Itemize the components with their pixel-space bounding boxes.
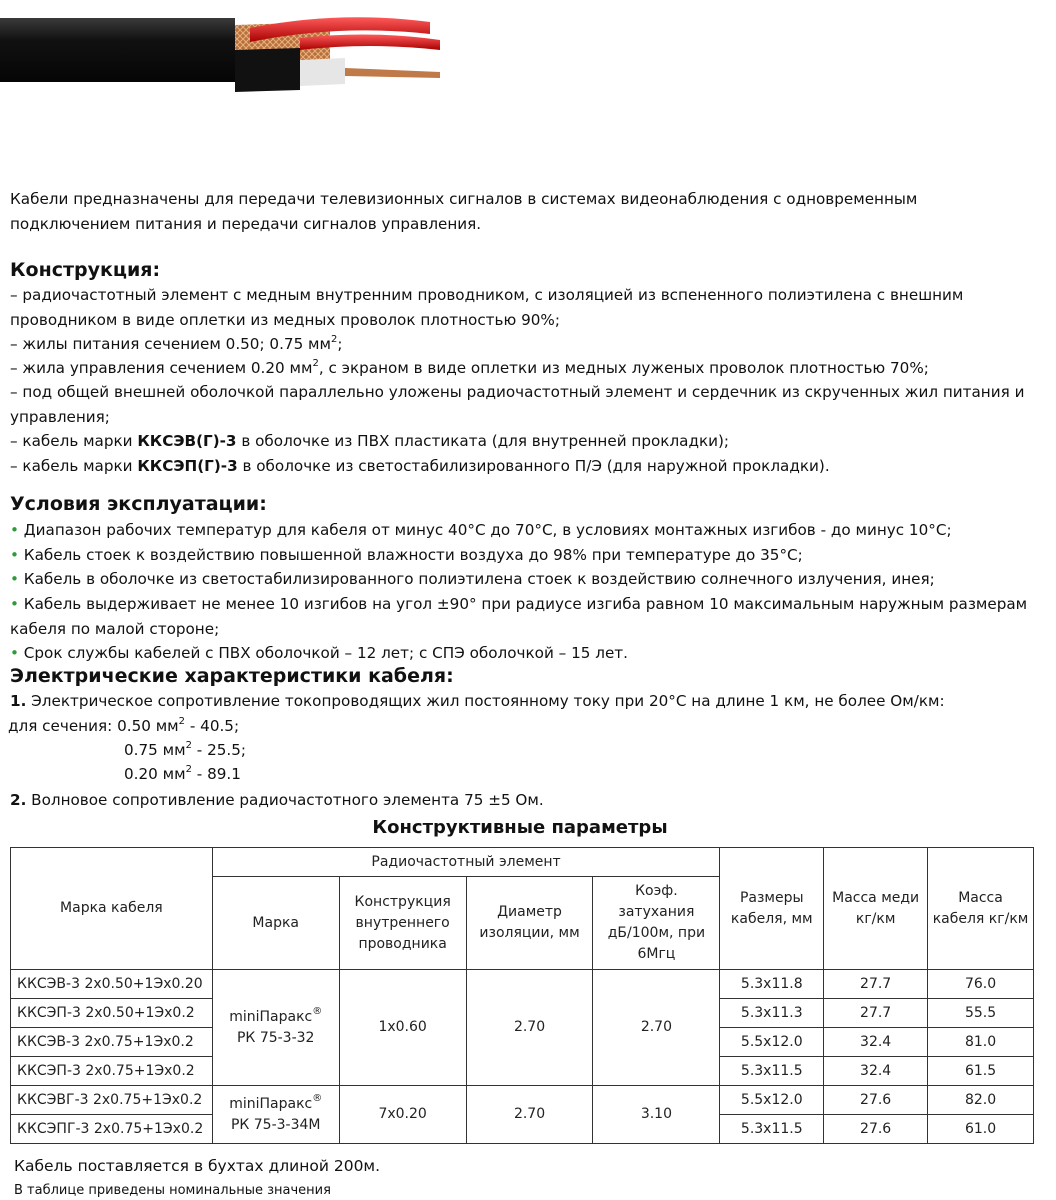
construction-item: – кабель марки ККСЭВ(Г)-3 в оболочке из ПВХ пластиката (для внутренней прокладки); [10,432,730,450]
construction-item: – радиочастотный элемент с медным внутренним проводником, с изоляцией из вспененного полиэтилена с внешним проводником в виде оплетки из медных проволок плотностью 90%; [10,286,964,329]
insulation-diameter: 2.70 [466,970,593,1086]
header-insulation-diameter: Диаметр изоляции, мм [466,877,593,970]
cable-illustration [0,0,460,110]
condition-item: • Кабель в оболочке из светостабилизированного полиэтилена стоек к воздействию солнечного излучения, инея; [10,570,935,588]
cable-mass: 81.0 [928,1028,1034,1057]
electrical-section: 0.75 $мм^2 - 25.5$; [124,740,247,759]
bullet-icon: • [10,595,19,613]
cable-name: ККСЭВ-3 2х0.50+1Эх0.20 [11,970,213,999]
cable-size: 5.3х11.5 [720,1115,824,1144]
copper-mass: 27.6 [824,1086,928,1115]
condition-item: • Диапазон рабочих температур для кабеля от минус 40°С до 70°С, в условиях монтажных изгибов - до минус 10°С; [10,521,952,539]
rf-mark: miniПаракс® РК 75-3-32 [212,970,339,1086]
rf-mark: miniПаракс® РК 75-3-34М [212,1086,339,1144]
header-cable-mass: Масса кабеля кг/км [928,848,1034,970]
cable-mark: ККСЭП(Г)-3 [137,457,238,475]
cable-name: ККСЭВ-3 2х0.75+1Эх0.2 [11,1028,213,1057]
cable-name: ККСЭП-3 2х0.75+1Эх0.2 [11,1057,213,1086]
cable-mass: 61.5 [928,1057,1034,1086]
header-attenuation: Коэф. затухания дБ/100м, при 6Мгц [593,877,720,970]
cable-size: 5.5х12.0 [720,1028,824,1057]
attenuation: 3.10 [593,1086,720,1144]
electrical-item: 1. Электрическое сопротивление токопроводящих жил постоянному току при 20°С на длине 1 км, не более Ом/км: [10,692,945,710]
cable-size: 5.5х12.0 [720,1086,824,1115]
cable-mark: ККСЭВ(Г)-3 [137,432,237,450]
header-cable-mark: Марка кабеля [11,848,213,970]
bullet-icon: • [10,521,19,539]
construction-item: – жилы питания сечением 0.50; 0.75 $мм^2$; [10,334,343,353]
inner-conductor: 1х0.60 [339,970,466,1086]
table-title: Конструктивные параметры [372,817,668,838]
cable-size: 5.3х11.3 [720,999,824,1028]
electrical-section: 0.20 $мм^2 - 89.1$ [124,764,241,783]
cable-mass: 61.0 [928,1115,1034,1144]
construction-item: – под общей внешней оболочкой параллельно уложены радиочастотный элемент и сердечник из скрученных жил питания и управления; [10,383,1025,426]
bullet-icon: • [10,644,19,662]
electrical-heading: Электрические характеристики кабеля: [10,665,454,687]
construction-item: – кабель марки ККСЭП(Г)-3 в оболочке из светостабилизированного П/Э (для наружной прокладки). [10,457,830,475]
condition-item: • Срок службы кабелей с ПВХ оболочкой – 12 лет; с СПЭ оболочкой – 15 лет. [10,644,628,662]
cable-name: ККСЭП-3 2х0.50+1Эх0.2 [11,999,213,1028]
condition-item: • Кабель выдерживает не менее 10 изгибов на угол ±90° при радиусе изгиба равном 10 максимальным наружным размерам кабеля по малой стороне; [10,595,1028,638]
delivery-note: Кабель поставляется в бухтах длиной 200м. [14,1157,381,1175]
copper-mass: 32.4 [824,1057,928,1086]
construction-heading: Конструкция: [10,259,161,281]
attenuation: 2.70 [593,970,720,1086]
cable-name: ККСЭПГ-3 2х0.75+1Эх0.2 [11,1115,213,1144]
cable-size: 5.3х11.8 [720,970,824,999]
cable-mass: 82.0 [928,1086,1034,1115]
header-copper-mass: Масса меди кг/км [824,848,928,970]
copper-mass: 32.4 [824,1028,928,1057]
copper-mass: 27.7 [824,970,928,999]
electrical-section: для сечения: 0.50 $мм^2 - 40.5$; [8,716,240,735]
intro-text: Кабели предназначены для передачи телевизионных сигналов в системах видеонаблюдения с одновременным подключением питания и передачи сигналов управления. [10,190,918,233]
construction-item: – жила управления сечением 0.20 $мм^2$, с экраном в виде оплетки из медных луженых проволок плотностью 70%; [10,358,929,377]
bullet-icon: • [10,570,19,588]
condition-item: • Кабель стоек к воздействию повышенной влажности воздуха до 98% при температуре до 35°С; [10,546,803,564]
cable-mass: 55.5 [928,999,1034,1028]
electrical-item: 2. Волновое сопротивление радиочастотного элемента 75 ±5 Ом. [10,791,544,809]
header-mark: Марка [212,877,339,970]
inner-conductor: 7х0.20 [339,1086,466,1144]
header-inner-conductor: Конструкция внутреннего проводника [339,877,466,970]
copper-mass: 27.7 [824,999,928,1028]
insulation-diameter: 2.70 [466,1086,593,1144]
cable-mass: 76.0 [928,970,1034,999]
table-row [11,1086,1034,1115]
table-row [11,970,1034,999]
bullet-icon: • [10,546,19,564]
header-size: Размеры кабеля, мм [720,848,824,970]
conditions-heading: Условия эксплуатации: [10,493,267,515]
nominal-note: В таблице приведены номинальные значения [14,1183,331,1198]
params-table [10,847,1034,1144]
header-rf-element: Радиочастотный элемент [212,848,720,877]
cable-size: 5.3х11.5 [720,1057,824,1086]
cable-name: ККСЭВГ-3 2х0.75+1Эх0.2 [11,1086,213,1115]
copper-mass: 27.6 [824,1115,928,1144]
